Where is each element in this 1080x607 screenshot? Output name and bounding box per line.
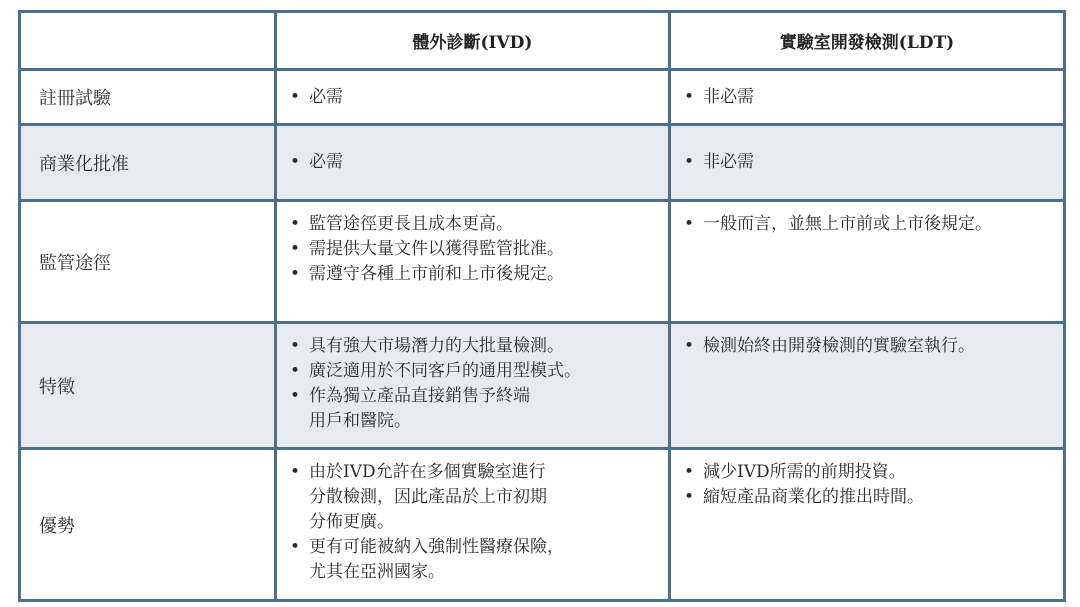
ldt-cell: [670, 323, 1065, 449]
bullet-item: [287, 359, 658, 384]
bullet-item: [287, 334, 658, 359]
bullet-text: 用戶和醫院。: [309, 411, 411, 431]
bullet-text: • 更有可能被納入強制性醫療保險，: [309, 537, 564, 557]
ldt-cell: [670, 125, 1065, 201]
ldt-cell: [670, 201, 1065, 323]
bullet-text: • 非必需: [703, 86, 754, 107]
bullet-text: 尤其在亞洲國家。: [309, 562, 445, 582]
bullet-text: • 必需: [309, 86, 343, 107]
bullet-text: 分散檢測，因此產品於上市初期: [309, 487, 547, 507]
bullet-text: • 非必需: [703, 152, 754, 172]
ldt-cell: [670, 70, 1065, 125]
row-label: 優勢: [20, 449, 276, 601]
row-label: 特徵: [20, 323, 276, 449]
bullet-item: [287, 85, 658, 110]
bullet-item: [681, 85, 1053, 110]
row-label: 註冊試驗: [20, 70, 276, 125]
header-corner-cell: [20, 12, 276, 70]
bullet-item: [287, 535, 658, 585]
bullet-item: [681, 460, 1053, 485]
bullet-text: • 由於IVD允許在多個實驗室進行: [309, 462, 546, 482]
ivd-cell: [276, 125, 670, 201]
bullet-text: • 廣泛適用於不同客戶的通用型模式。: [309, 361, 581, 381]
bullet-item: [287, 262, 658, 287]
bullet-item: [287, 212, 658, 237]
table-row: [20, 125, 1065, 201]
header-ldt: 實驗室開發檢測(LDT): [670, 12, 1065, 70]
bullet-item: [681, 150, 1053, 175]
bullet-text: 分佈更廣。: [309, 512, 394, 532]
bullet-item: [681, 212, 1053, 237]
bullet-item: [287, 150, 658, 175]
table-row: [20, 201, 1065, 323]
bullet-item: [287, 237, 658, 262]
bullet-text: • 需提供大量文件以獲得監管批准。: [309, 239, 564, 259]
header-row: [20, 12, 1065, 70]
bullet-text: • 具有強大市場潛力的大批量檢測。: [309, 336, 564, 356]
bullet-item: [681, 485, 1053, 510]
ivd-cell: [276, 70, 670, 125]
ivd-cell: [276, 201, 670, 323]
bullet-text: • 需遵守各種上市前和上市後規定。: [309, 264, 564, 284]
row-label: 監管途徑: [20, 201, 276, 323]
bullet-text: • 必需: [309, 152, 343, 172]
ldt-cell: [670, 449, 1065, 601]
ivd-cell: [276, 323, 670, 449]
bullet-text: • 監管途徑更長且成本更高。: [309, 214, 513, 234]
header-ivd: 體外診斷(IVD): [276, 12, 670, 70]
table-row: [20, 449, 1065, 601]
table-row: [20, 70, 1065, 125]
row-label: 商業化批准: [20, 125, 276, 201]
bullet-item: [287, 384, 658, 434]
bullet-item: [287, 460, 658, 535]
ivd-cell: [276, 449, 670, 601]
bullet-text: • 縮短產品商業化的推出時間。: [703, 487, 924, 507]
bullet-text: • 一般而言，並無上市前或上市後規定。: [703, 214, 992, 234]
bullet-item: [681, 334, 1053, 359]
bullet-text: • 減少IVD所需的前期投資。: [703, 462, 906, 482]
comparison-table: [18, 10, 1066, 602]
bullet-text: • 檢測始終由開發檢測的實驗室執行。: [703, 336, 975, 356]
bullet-text: • 作為獨立產品直接銷售予終端: [309, 386, 530, 406]
table-row: [20, 323, 1065, 449]
